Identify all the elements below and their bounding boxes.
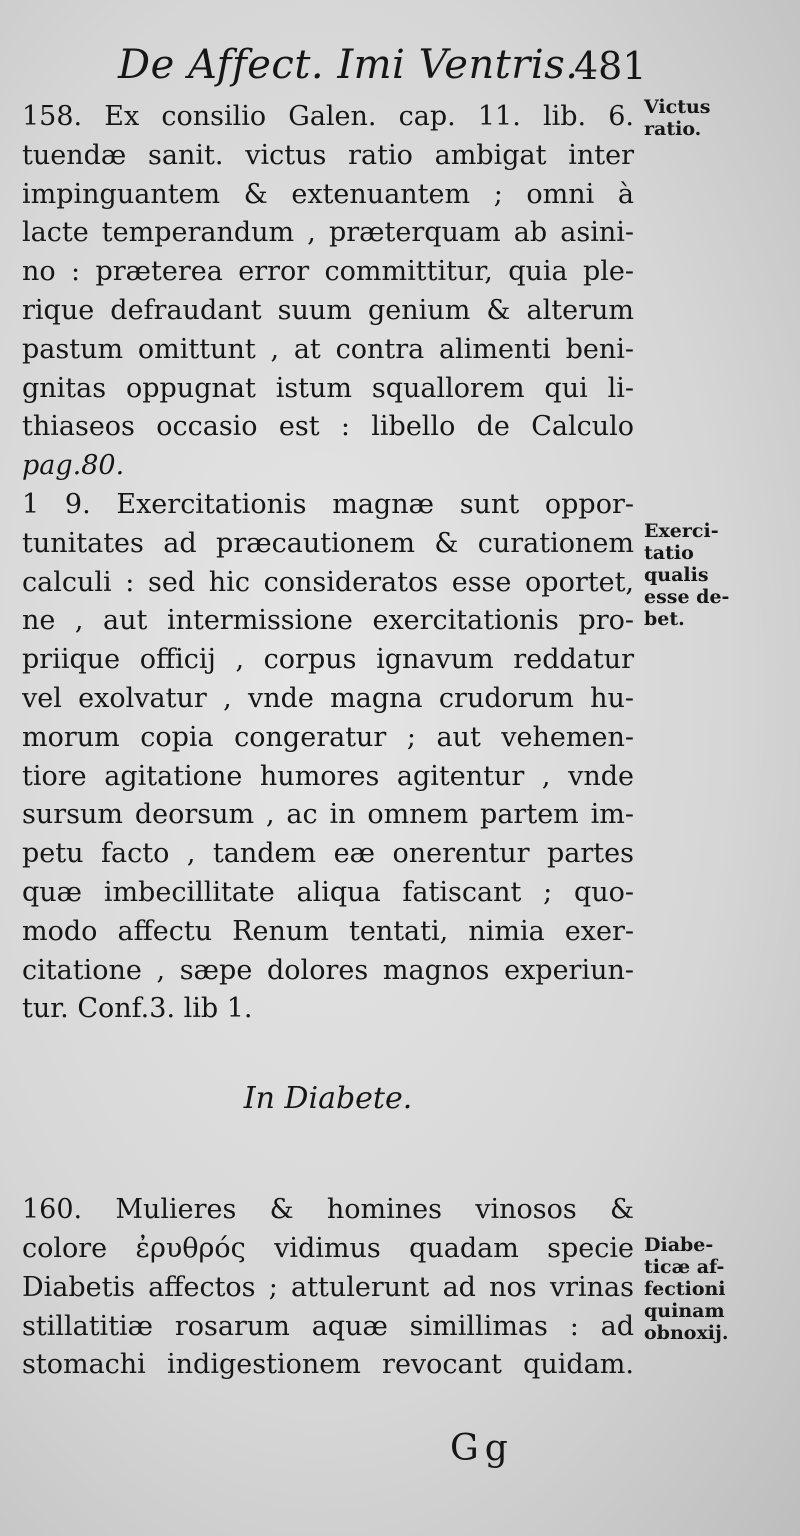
margin-note-line: fectioni bbox=[644, 1278, 726, 1300]
section-heading: In Diabete. bbox=[243, 1081, 413, 1117]
margin-note-line: ticæ af- bbox=[644, 1256, 725, 1278]
text-line: pag.80. bbox=[22, 450, 125, 482]
margin-note-diabetes bbox=[644, 1234, 794, 1344]
text-line: tunitates ad præcautionem & curationem bbox=[22, 527, 634, 559]
margin-note-line: quinam bbox=[644, 1300, 725, 1322]
margin-note-line: Diabe- bbox=[644, 1234, 714, 1256]
text-line: stomachi indigestionem revocant quidam. bbox=[22, 1349, 634, 1381]
signature-mark: Gg bbox=[450, 1428, 514, 1469]
text-line: modo affectu Renum tentati, nimia exer- bbox=[22, 915, 634, 947]
margin-note-line: ratio. bbox=[644, 118, 702, 140]
text-line: citatione , sæpe dolores magnos experiun- bbox=[22, 954, 634, 986]
paragraph-159 bbox=[22, 486, 634, 1029]
blank-space bbox=[22, 1029, 634, 1051]
text-line: gnitas oppugnat istum squallorem qui li- bbox=[22, 372, 634, 404]
text-line: tuendæ sanit. victus ratio ambigat inter bbox=[22, 139, 634, 171]
text-line: stillatitiæ rosarum aquæ simillimas : ad bbox=[22, 1310, 634, 1342]
margin-note-line: bet. bbox=[644, 608, 685, 630]
text-line: lacte temperandum , præterquam ab asini- bbox=[22, 217, 634, 249]
page-number: 481 bbox=[574, 44, 647, 88]
text-line: pastum omittunt , at contra alimenti beni- bbox=[22, 333, 634, 365]
text-line: calculi : sed hic consideratos esse oportet, bbox=[22, 566, 634, 598]
paragraph-160 bbox=[22, 1191, 634, 1385]
text-line: petu facto , tandem eæ onerentur partes bbox=[22, 838, 634, 870]
margin-note-line: Victus bbox=[644, 96, 711, 118]
text-line: colore ἐρυθρός vidimus quadam specie bbox=[22, 1232, 634, 1264]
text-line: 158. Ex consilio Galen. cap. 11. lib. 6. bbox=[22, 101, 634, 132]
margin-note-line: qualis bbox=[644, 564, 709, 586]
margin-note-line: Exerci- bbox=[644, 520, 719, 542]
margin-note-line: tatio bbox=[644, 542, 694, 564]
text-line: Diabetis affectos ; attulerunt ad nos vrinas bbox=[22, 1271, 634, 1303]
margin-note-exercitatio bbox=[644, 520, 794, 630]
text-line: quæ imbecillitate aliqua fatiscant ; quo- bbox=[22, 876, 634, 908]
margin-note-line: esse de- bbox=[644, 586, 730, 608]
text-line: sursum deorsum , ac in omnem partem im- bbox=[22, 799, 634, 831]
text-line: priique officij , corpus ignavum reddatur bbox=[22, 644, 634, 676]
text-line: rique defraudant suum genium & alterum bbox=[22, 294, 634, 326]
text-line: thiaseos occasio est : libello de Calculo bbox=[22, 411, 634, 443]
blank-space bbox=[22, 1129, 634, 1191]
paragraph-158 bbox=[22, 98, 634, 486]
text-line: 160. Mulieres & homines vinosos & bbox=[22, 1194, 634, 1226]
text-line: morum copia congeratur ; aut vehemen- bbox=[22, 721, 634, 753]
running-head: De Affect. Imi Ventris. bbox=[118, 42, 579, 88]
text-line: ne , aut intermissione exercitationis pro- bbox=[22, 605, 634, 637]
text-line: impinguantem & extenuantem ; omni à bbox=[22, 178, 634, 210]
margin-note-victus bbox=[644, 96, 794, 140]
text-line: vel exolvatur , vnde magna crudorum hu- bbox=[22, 682, 634, 714]
text-line: 1 9. Exercitationis magnæ sunt oppor- bbox=[22, 488, 634, 520]
text-line: no : præterea error committitur, quia ple- bbox=[22, 256, 634, 288]
text-line: tur. Conf.3. lib 1. bbox=[22, 993, 253, 1025]
text-line: tiore agitatione humores agitentur , vnde bbox=[22, 760, 634, 792]
margin-note-line: obnoxij. bbox=[644, 1322, 729, 1344]
body-text bbox=[22, 98, 634, 1385]
